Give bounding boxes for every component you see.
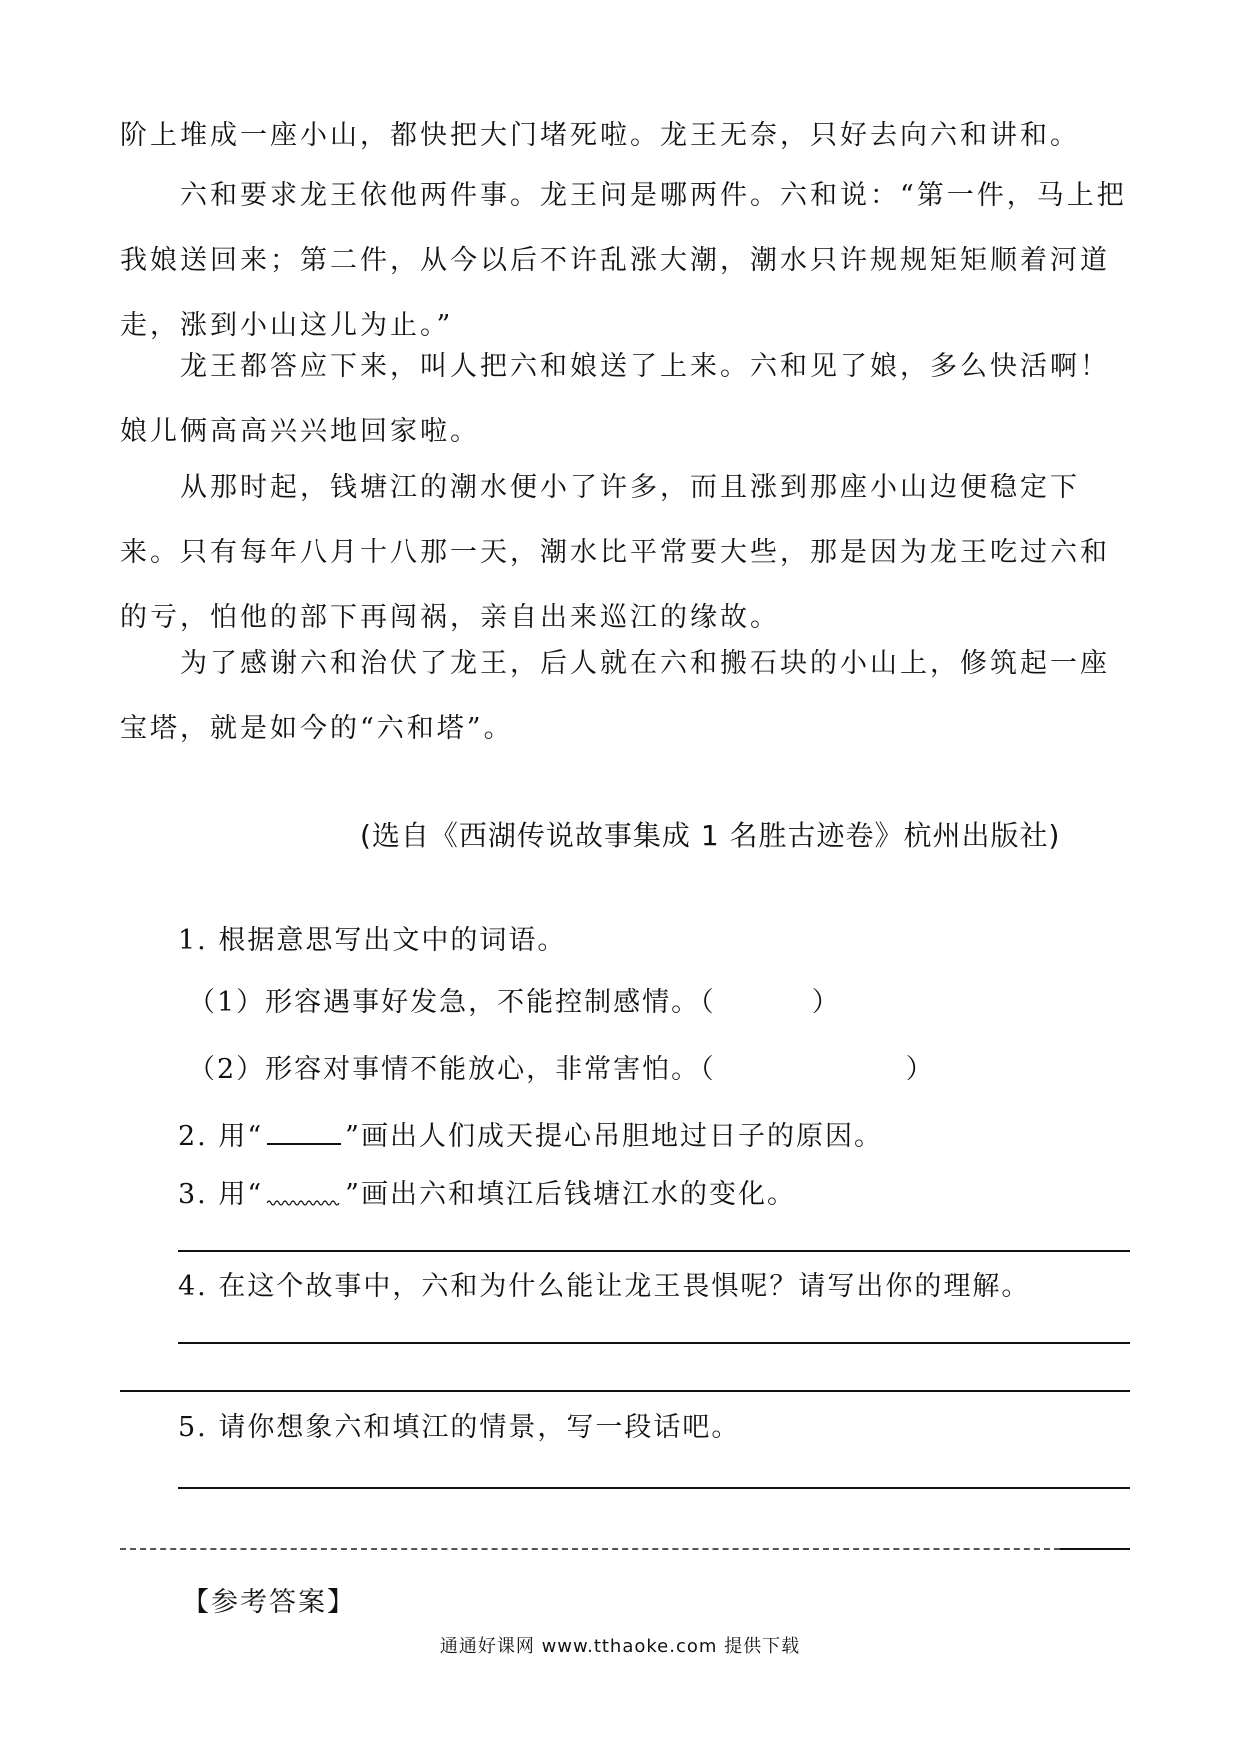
question-2 [178, 1114, 883, 1153]
answer-line-3[interactable] [178, 1250, 1130, 1252]
question-3-prefix: 3. 用“ [178, 1179, 264, 1210]
question-2-prefix: 2. 用“ [178, 1121, 264, 1152]
answer-line-4b[interactable] [120, 1390, 1130, 1392]
question-3-suffix: ”画出六和填江后钱塘江水的变化。 [345, 1179, 796, 1210]
story-paragraph-2: 六和要求龙王依他两件事。龙王问是哪两件。六和说：“第一件，马上把我娘送回来；第二件，从今以后不许乱涨大潮，潮水只许规规矩矩顺着河道走，涨到小山这儿为止。” [120, 180, 1127, 341]
question-3 [178, 1172, 796, 1211]
dashed-separator [120, 1548, 1060, 1550]
answer-line-5a[interactable] [178, 1487, 1130, 1489]
source-citation: (选自《西湖传说故事集成 1 名胜古迹卷》杭州出版社) [360, 819, 1061, 852]
separator-end-line [1060, 1548, 1130, 1550]
page-footer: 通通好课网 www.tthaoke.com 提供下载 [439, 1636, 801, 1657]
question-2-suffix: ”画出人们成天提心吊胆地过日子的原因。 [345, 1121, 883, 1152]
question-1-2 [188, 1047, 935, 1086]
question-1-2-text: （2）形容对事情不能放心，非常害怕。（ [188, 1054, 716, 1085]
story-paragraph-4: 从那时起，钱塘江的潮水便小了许多，而且涨到那座小山边便稳定下来。只有每年八月十八那一天，潮水比平常要大些，那是因为龙王吃过六和的亏，怕他的部下再闯祸，亲自出来巡江的缘故。 [120, 472, 1110, 633]
story-paragraph-5: 为了感谢六和治伏了龙王，后人就在六和搬石块的小山上，修筑起一座宝塔，就是如今的“六和塔”。 [120, 648, 1110, 744]
question-1-1-close: ） [811, 987, 841, 1018]
question-1-2-close: ） [905, 1054, 935, 1085]
question-1-1-text: （1）形容遇事好发急，不能控制感情。（ [188, 987, 716, 1018]
question-1-1 [188, 980, 841, 1019]
question-4: 4. 在这个故事中，六和为什么能让龙王畏惧呢？请写出你的理解。 [178, 1271, 1031, 1302]
story-paragraph-1: 阶上堆成一座小山，都快把大门堵死啦。龙王无奈，只好去向六和讲和。 [120, 120, 1080, 151]
answer-line-4a[interactable] [178, 1342, 1130, 1344]
question-1: 1. 根据意思写出文中的词语。 [178, 925, 567, 956]
story-paragraph-3: 龙王都答应下来，叫人把六和娘送了上来。六和见了娘，多么快活啊！娘儿俩高高兴兴地回家啦。 [120, 351, 1110, 447]
question-5: 5. 请你想象六和填江的情景，写一段话吧。 [178, 1412, 741, 1443]
wavy-underline-sample [267, 1181, 341, 1203]
straight-underline-sample [267, 1121, 341, 1145]
answer-heading: 【参考答案】 [182, 1587, 356, 1618]
